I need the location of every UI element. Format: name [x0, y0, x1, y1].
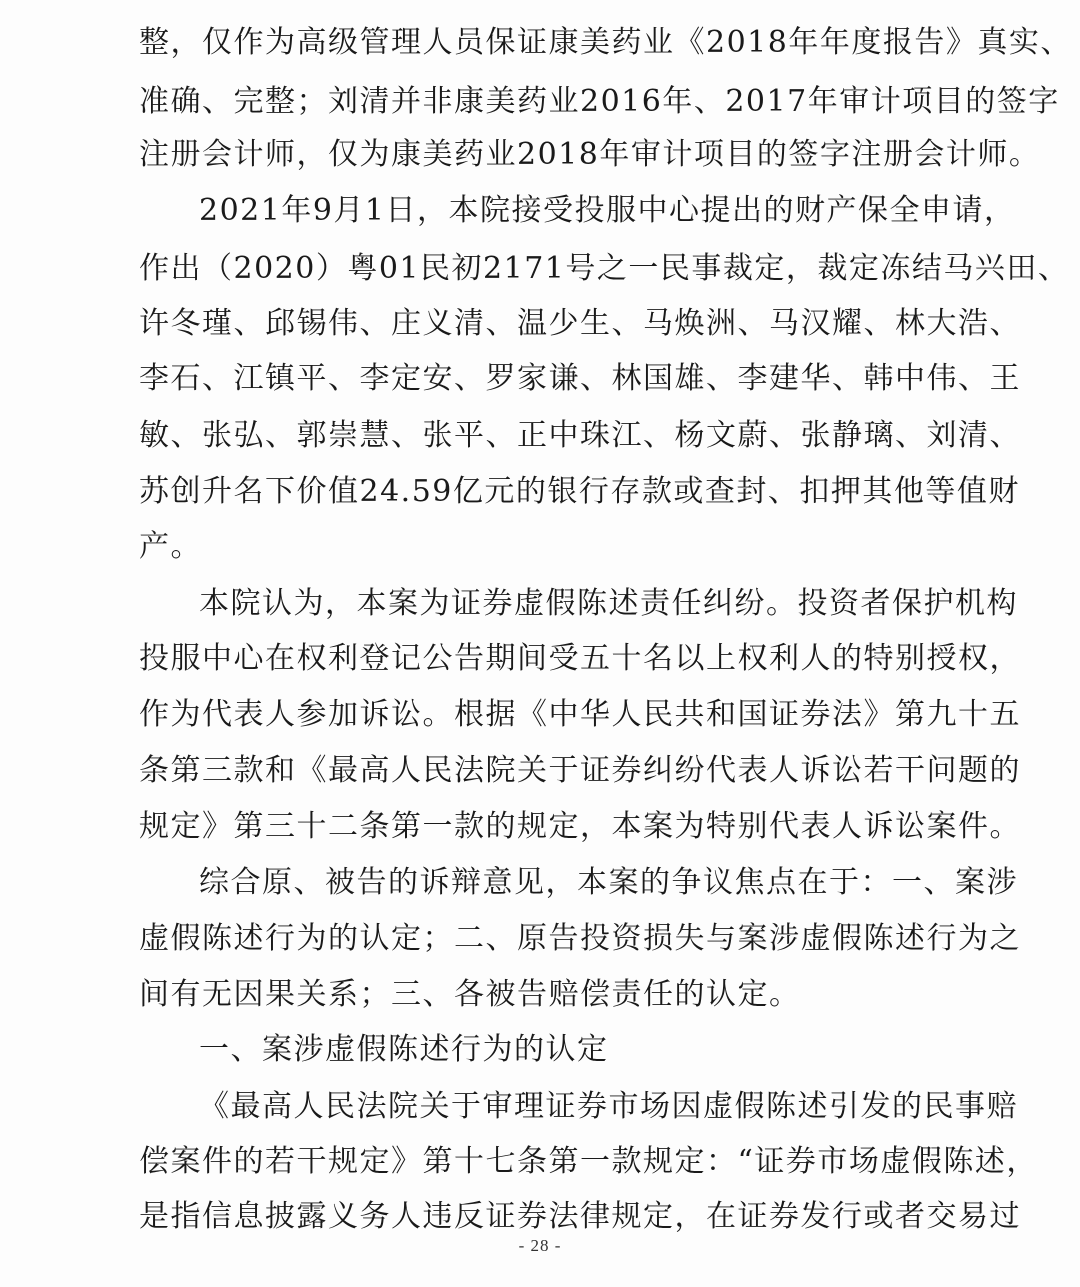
text-line: 产。	[139, 529, 202, 564]
text-line: 整，仅作为高级管理人员保证康美药业《2018年年度报告》真实、	[139, 25, 1072, 60]
text-line: 偿案件的若干规定》第十七条第一款规定：“证券市场虚假陈述，	[139, 1144, 1038, 1179]
text-line: 投服中心在权利登记公告期间受五十名以上权利人的特别授权，	[139, 641, 1021, 676]
text-line: 作出（2020）粤01民初2171号之一民事裁定，裁定冻结马兴田、	[139, 251, 1070, 286]
text-line: 李石、江镇平、李定安、罗家谦、林国雄、李建华、韩中伟、王	[139, 361, 1021, 396]
text-line: 虚假陈述行为的认定；二、原告投资损失与案涉虚假陈述行为之	[139, 921, 1021, 956]
text-line: 是指信息披露义务人违反证券法律规定，在证券发行或者交易过	[139, 1199, 1021, 1234]
text-line: 条第三款和《最高人民法院关于证券纠纷代表人诉讼若干问题的	[139, 753, 1021, 788]
page-number: - 28 -	[518, 1236, 562, 1255]
paragraph-start-line: 2021年9月1日，本院接受投服中心提出的财产保全申请，	[199, 193, 1016, 228]
text-line: 注册会计师，仅为康美药业2018年审计项目的签字注册会计师。	[139, 137, 1041, 172]
text-line: 规定》第三十二条第一款的规定，本案为特别代表人诉讼案件。	[139, 809, 1021, 844]
text-line: 许冬瑾、邱锡伟、庄义清、温少生、马焕洲、马汉耀、林大浩、	[139, 306, 1021, 341]
paragraph-start-line: 本院认为，本案为证券虚假陈述责任纠纷。投资者保护机构	[199, 586, 1018, 621]
text-line: 敏、张弘、郭崇慧、张平、正中珠江、杨文蔚、张静璃、刘清、	[139, 418, 1021, 453]
text-line: 作为代表人参加诉讼。根据《中华人民共和国证券法》第九十五	[139, 697, 1021, 732]
text-line: 间有无因果关系；三、各被告赔偿责任的认定。	[139, 977, 801, 1012]
section-heading: 一、案涉虚假陈述行为的认定	[199, 1032, 609, 1067]
text-line: 准确、完整；刘清并非康美药业2016年、2017年审计项目的签字	[139, 84, 1060, 119]
paragraph-start-line: 《最高人民法院关于审理证券市场因虚假陈述引发的民事赔	[199, 1089, 1018, 1124]
paragraph-start-line: 综合原、被告的诉辩意见，本案的争议焦点在于：一、案涉	[199, 865, 1018, 900]
text-line: 苏创升名下价值24.59亿元的银行存款或查封、扣押其他等值财	[139, 474, 1020, 509]
